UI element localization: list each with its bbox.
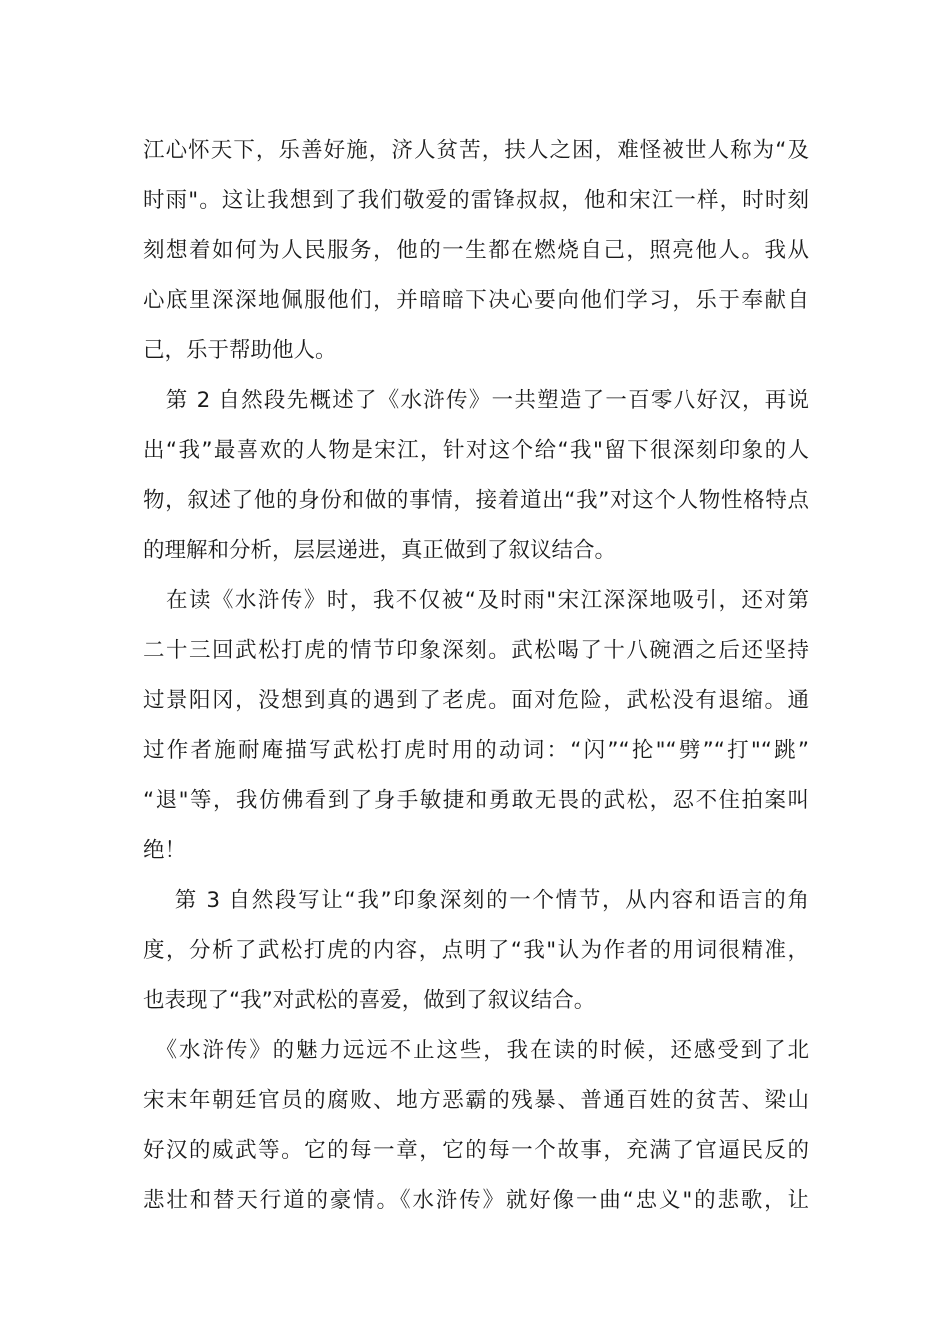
- text-line: 二十三回武松打虎的情节印象深刻。武松喝了十八碗酒之后还坚持: [143, 638, 809, 663]
- body-text: [143, 126, 809, 1226]
- text-line: 过景阳冈，没想到真的遇到了老虎。面对危险，武松没有退缩。通: [143, 688, 809, 713]
- text-line: 第 3 自然段写让“我”印象深刻的一个情节，从内容和语言的角: [143, 888, 809, 913]
- text-line: “退"等，我仿佛看到了身手敏捷和勇敢无畏的武松，忍不住拍案叫: [143, 788, 809, 813]
- text-line: 江心怀天下，乐善好施，济人贫苦，扶人之困，难怪被世人称为“及: [143, 138, 809, 163]
- text-line: 悲壮和替天行道的豪情。《水浒传》就好像一曲“忠义"的悲歌，让: [143, 1188, 809, 1213]
- text-line: 过作者施耐庵描写武松打虎时用的动词：“闪”“抡"“劈”“打"“跳”: [143, 738, 809, 763]
- text-line: 出“我”最喜欢的人物是宋江，针对这个给“我"留下很深刻印象的人: [143, 438, 809, 463]
- text-line: 的理解和分析，层层递进，真正做到了叙议结合。: [143, 538, 617, 563]
- text-line: 宋末年朝廷官员的腐败、地方恶霸的残暴、普通百姓的贫苦、梁山: [143, 1088, 809, 1113]
- text-line: 刻想着如何为人民服务，他的一生都在燃烧自己，照亮他人。我从: [143, 238, 809, 263]
- text-line: 第 2 自然段先概述了《水浒传》一共塑造了一百零八好汉，再说: [143, 388, 809, 413]
- paragraph-3: [143, 576, 809, 876]
- text-line: 时雨"。这让我想到了我们敬爱的雷锋叔叔，他和宋江一样，时时刻: [143, 188, 809, 213]
- text-line: 在读《水浒传》时，我不仅被“及时雨"宋江深深地吸引，还对第: [143, 588, 809, 613]
- text-line: 好汉的威武等。它的每一章，它的每一个故事，充满了官逼民反的: [143, 1138, 809, 1163]
- text-line: 度，分析了武松打虎的内容，点明了“我"认为作者的用词很精准，: [143, 938, 809, 963]
- paragraph-2: [143, 376, 809, 576]
- paragraph-1: [143, 126, 809, 376]
- paragraph-5: [143, 1026, 809, 1226]
- text-line: 物，叙述了他的身份和做的事情，接着道出“我”对这个人物性格特点: [143, 488, 809, 513]
- text-line: 绝！: [143, 838, 187, 863]
- text-line: 也表现了“我”对武松的喜爱，做到了叙议结合。: [143, 988, 596, 1013]
- text-line: 《水浒传》的魅力远远不止这些，我在读的时候，还感受到了北: [143, 1038, 809, 1063]
- text-line: 心底里深深地佩服他们，并暗暗下决心要向他们学习，乐于奉献自: [143, 288, 809, 313]
- paragraph-4: [143, 876, 809, 1026]
- text-line: 己，乐于帮助他人。: [143, 338, 337, 363]
